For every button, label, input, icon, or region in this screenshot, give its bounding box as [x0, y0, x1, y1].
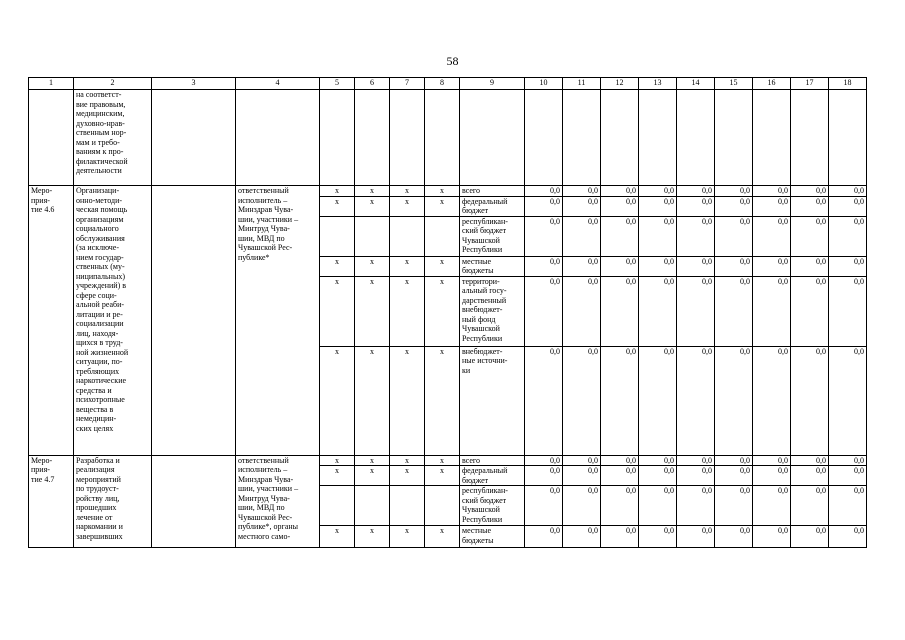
funding-value: 0,0 — [525, 276, 563, 346]
measure-label: Меро- прия- тие 4.6 — [29, 186, 74, 456]
funding-value: 0,0 — [601, 256, 639, 276]
empty-cell — [425, 90, 460, 186]
funding-value: 0,0 — [639, 486, 677, 526]
column-number-2: 2 — [74, 78, 152, 90]
funding-value: 0,0 — [563, 186, 601, 197]
mark-cell: x — [320, 455, 355, 466]
funding-value: 0,0 — [525, 186, 563, 197]
mark-cell — [355, 216, 390, 256]
mark-cell — [390, 216, 425, 256]
mark-cell: x — [390, 346, 425, 455]
mark-cell: x — [320, 196, 355, 216]
funding-value: 0,0 — [791, 186, 829, 197]
funding-value: 0,0 — [563, 455, 601, 466]
column-number-13: 13 — [639, 78, 677, 90]
funding-value: 0,0 — [829, 256, 867, 276]
funding-value: 0,0 — [677, 276, 715, 346]
mark-cell: x — [425, 186, 460, 197]
funding-value: 0,0 — [753, 256, 791, 276]
funding-value: 0,0 — [829, 346, 867, 455]
mark-cell: x — [390, 455, 425, 466]
funding-value: 0,0 — [601, 186, 639, 197]
column-number-3: 3 — [152, 78, 236, 90]
mark-cell: x — [425, 276, 460, 346]
funding-value: 0,0 — [601, 486, 639, 526]
funding-value: 0,0 — [525, 486, 563, 526]
empty-cell — [236, 90, 320, 186]
executor-cell: ответственный исполнитель – Минздрав Чува- шии, участники – Минтруд Чува- шии, МВД по Чувашской Рес- публике* — [236, 186, 320, 456]
empty-cell — [320, 90, 355, 186]
funding-value: 0,0 — [563, 196, 601, 216]
table-row — [29, 455, 867, 466]
column-number-15: 15 — [715, 78, 753, 90]
funding-source: федеральный бюджет — [460, 196, 525, 216]
funding-value: 0,0 — [677, 526, 715, 548]
mark-cell: x — [390, 466, 425, 486]
funding-value: 0,0 — [563, 216, 601, 256]
column-number-4: 4 — [236, 78, 320, 90]
mark-cell: x — [320, 466, 355, 486]
executor-cell: ответственный исполнитель – Минздрав Чува- шии, участники – Минтруд Чува- шии, МВД по Чувашской Рес- публике*, органы местного само- — [236, 455, 320, 548]
mark-cell: x — [355, 346, 390, 455]
mark-cell — [425, 216, 460, 256]
empty-cell — [525, 90, 563, 186]
column-number-10: 10 — [525, 78, 563, 90]
funding-value: 0,0 — [677, 466, 715, 486]
table-row — [29, 186, 867, 197]
funding-value: 0,0 — [525, 466, 563, 486]
program-table — [28, 77, 867, 548]
mark-cell: x — [390, 256, 425, 276]
funding-value: 0,0 — [753, 526, 791, 548]
funding-value: 0,0 — [639, 466, 677, 486]
mark-cell: x — [425, 256, 460, 276]
funding-value: 0,0 — [791, 466, 829, 486]
funding-value: 0,0 — [715, 346, 753, 455]
mark-cell: x — [355, 276, 390, 346]
funding-value: 0,0 — [829, 196, 867, 216]
column-number-16: 16 — [753, 78, 791, 90]
funding-value: 0,0 — [753, 346, 791, 455]
empty-cell — [563, 90, 601, 186]
funding-source: всего — [460, 455, 525, 466]
funding-value: 0,0 — [639, 216, 677, 256]
funding-source: федеральный бюджет — [460, 466, 525, 486]
empty-cell — [639, 90, 677, 186]
measure-label: Меро- прия- тие 4.7 — [29, 455, 74, 548]
funding-value: 0,0 — [563, 466, 601, 486]
mark-cell: x — [390, 526, 425, 548]
funding-value: 0,0 — [715, 486, 753, 526]
empty-cell — [152, 186, 236, 456]
funding-value: 0,0 — [715, 455, 753, 466]
empty-cell — [715, 90, 753, 186]
table-row — [29, 90, 867, 186]
funding-value: 0,0 — [525, 216, 563, 256]
funding-source: местные бюджеты — [460, 526, 525, 548]
funding-value: 0,0 — [601, 276, 639, 346]
mark-cell: x — [390, 196, 425, 216]
empty-cell — [829, 90, 867, 186]
mark-cell: x — [425, 196, 460, 216]
mark-cell — [320, 216, 355, 256]
funding-value: 0,0 — [829, 455, 867, 466]
empty-cell — [390, 90, 425, 186]
mark-cell: x — [320, 526, 355, 548]
mark-cell: x — [320, 256, 355, 276]
funding-value: 0,0 — [715, 526, 753, 548]
funding-source: республикан- ский бюджет Чувашской Республики — [460, 486, 525, 526]
mark-cell: x — [355, 256, 390, 276]
funding-value: 0,0 — [753, 486, 791, 526]
funding-value: 0,0 — [829, 486, 867, 526]
column-number-1: 1 — [29, 78, 74, 90]
funding-value: 0,0 — [791, 216, 829, 256]
funding-value: 0,0 — [639, 455, 677, 466]
funding-value: 0,0 — [677, 216, 715, 256]
funding-source: территори- альный госу- дарственный внебюджет- ный фонд Чувашской Республики — [460, 276, 525, 346]
mark-cell: x — [425, 455, 460, 466]
funding-value: 0,0 — [563, 346, 601, 455]
empty-cell — [601, 90, 639, 186]
empty-cell — [791, 90, 829, 186]
funding-value: 0,0 — [563, 256, 601, 276]
funding-value: 0,0 — [791, 276, 829, 346]
funding-value: 0,0 — [829, 526, 867, 548]
column-number-9: 9 — [460, 78, 525, 90]
mark-cell: x — [425, 466, 460, 486]
funding-value: 0,0 — [639, 346, 677, 455]
funding-value: 0,0 — [791, 455, 829, 466]
funding-value: 0,0 — [677, 455, 715, 466]
column-number-6: 6 — [355, 78, 390, 90]
funding-value: 0,0 — [715, 466, 753, 486]
mark-cell — [320, 486, 355, 526]
empty-cell — [460, 90, 525, 186]
funding-value: 0,0 — [677, 486, 715, 526]
mark-cell: x — [320, 186, 355, 197]
funding-value: 0,0 — [601, 196, 639, 216]
measure-cell — [29, 90, 74, 186]
funding-value: 0,0 — [753, 196, 791, 216]
funding-value: 0,0 — [753, 466, 791, 486]
mark-cell: x — [425, 346, 460, 455]
column-number-7: 7 — [390, 78, 425, 90]
empty-cell — [152, 90, 236, 186]
funding-value: 0,0 — [601, 466, 639, 486]
funding-value: 0,0 — [715, 276, 753, 346]
funding-value: 0,0 — [601, 216, 639, 256]
mark-cell — [425, 486, 460, 526]
mark-cell — [390, 486, 425, 526]
funding-value: 0,0 — [677, 196, 715, 216]
empty-cell — [152, 455, 236, 548]
funding-value: 0,0 — [753, 216, 791, 256]
funding-value: 0,0 — [601, 346, 639, 455]
funding-value: 0,0 — [791, 526, 829, 548]
mark-cell: x — [355, 455, 390, 466]
mark-cell: x — [320, 346, 355, 455]
empty-cell — [753, 90, 791, 186]
column-number-5: 5 — [320, 78, 355, 90]
measure-description: на соответст- вие правовым, медицинским, духовно-нрав- ственным нор- мам и требо- ваниям к про- филактической деятельности — [74, 90, 152, 186]
funding-value: 0,0 — [601, 526, 639, 548]
funding-value: 0,0 — [829, 216, 867, 256]
funding-value: 0,0 — [791, 486, 829, 526]
funding-value: 0,0 — [715, 256, 753, 276]
column-number-row — [29, 78, 867, 90]
mark-cell: x — [390, 186, 425, 197]
funding-value: 0,0 — [639, 276, 677, 346]
mark-cell: x — [425, 526, 460, 548]
funding-value: 0,0 — [715, 216, 753, 256]
funding-value: 0,0 — [525, 526, 563, 548]
funding-value: 0,0 — [715, 196, 753, 216]
funding-value: 0,0 — [753, 455, 791, 466]
column-number-17: 17 — [791, 78, 829, 90]
funding-value: 0,0 — [563, 526, 601, 548]
funding-value: 0,0 — [525, 455, 563, 466]
funding-source: внебюджет- ные источни- ки — [460, 346, 525, 455]
column-number-18: 18 — [829, 78, 867, 90]
funding-value: 0,0 — [563, 276, 601, 346]
funding-value: 0,0 — [563, 486, 601, 526]
funding-value: 0,0 — [639, 526, 677, 548]
measure-description: Разработка и реализация мероприятий по трудоуст- ройству лиц, прошедших лечение от наркомании и завершивших — [74, 455, 152, 548]
empty-cell — [355, 90, 390, 186]
funding-value: 0,0 — [829, 186, 867, 197]
empty-cell — [677, 90, 715, 186]
funding-value: 0,0 — [525, 196, 563, 216]
funding-value: 0,0 — [829, 276, 867, 346]
measure-description: Организаци- онно-методи- ческая помощь организациям социального обслуживания (за исключе- нием государ- ственных (му- ниципальных) учреждений) в сфере соци- альной реаби- литации и ре- социализации лиц, находя- щихся в труд- ной жизненной ситуации, по- требляющих наркотические средства и психотропные вещества в немедицин- ских целях — [74, 186, 152, 456]
funding-value: 0,0 — [677, 256, 715, 276]
funding-value: 0,0 — [791, 196, 829, 216]
column-number-14: 14 — [677, 78, 715, 90]
column-number-8: 8 — [425, 78, 460, 90]
funding-value: 0,0 — [791, 256, 829, 276]
funding-value: 0,0 — [829, 466, 867, 486]
funding-source: республикан- ский бюджет Чувашской Республики — [460, 216, 525, 256]
funding-value: 0,0 — [791, 346, 829, 455]
mark-cell: x — [355, 526, 390, 548]
funding-value: 0,0 — [753, 186, 791, 197]
page-number: 58 — [446, 54, 459, 68]
funding-value: 0,0 — [639, 196, 677, 216]
mark-cell: x — [355, 186, 390, 197]
funding-value: 0,0 — [601, 455, 639, 466]
funding-value: 0,0 — [639, 186, 677, 197]
mark-cell: x — [355, 466, 390, 486]
column-number-12: 12 — [601, 78, 639, 90]
column-number-11: 11 — [563, 78, 601, 90]
funding-value: 0,0 — [525, 346, 563, 455]
mark-cell: x — [390, 276, 425, 346]
funding-source: всего — [460, 186, 525, 197]
funding-value: 0,0 — [639, 256, 677, 276]
funding-value: 0,0 — [677, 346, 715, 455]
funding-value: 0,0 — [715, 186, 753, 197]
mark-cell — [355, 486, 390, 526]
funding-source: местные бюджеты — [460, 256, 525, 276]
mark-cell: x — [320, 276, 355, 346]
funding-value: 0,0 — [753, 276, 791, 346]
funding-value: 0,0 — [677, 186, 715, 197]
mark-cell: x — [355, 196, 390, 216]
funding-value: 0,0 — [525, 256, 563, 276]
